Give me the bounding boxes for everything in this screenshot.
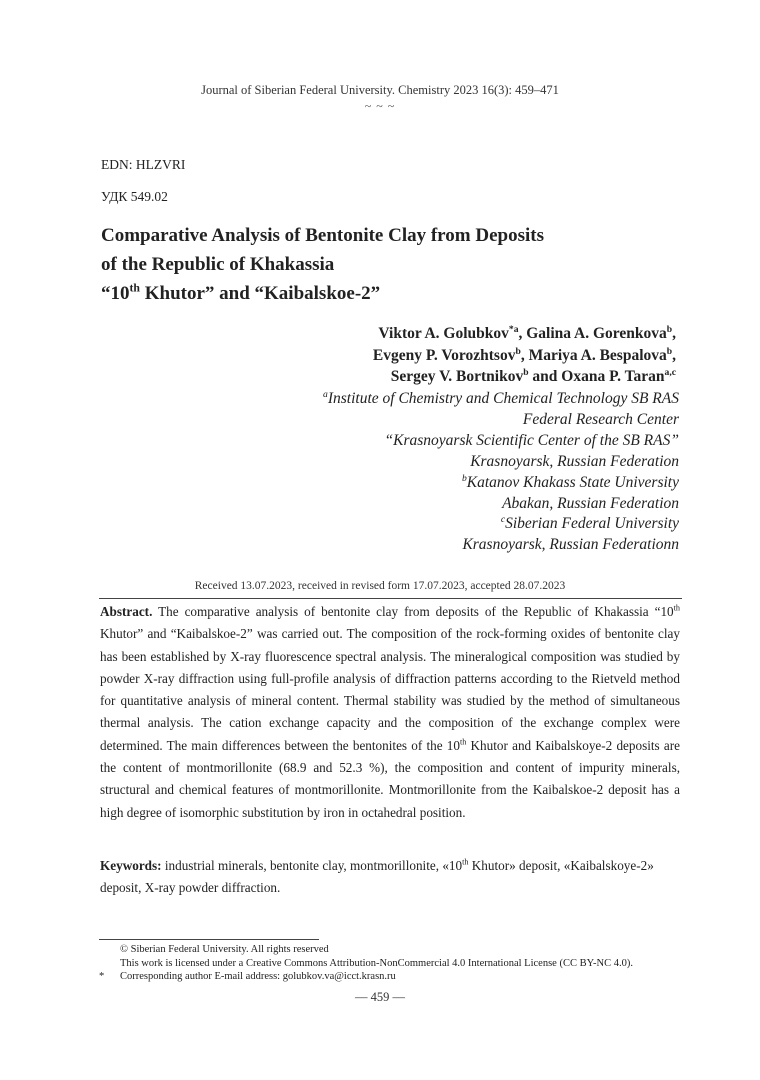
title-line-2: of the Republic of Khakassia <box>101 254 335 275</box>
title-line-3: “10th Khutor” and “Kaibalskoe-2” <box>101 281 381 304</box>
copyright-note: © Siberian Federal University. All rights reserved <box>120 944 329 955</box>
affiliations: $^a$Institute of Chemistry and Chemical Technology SB RAS Federal Research Center “Krasnoyarsk Scientific Center of the SB RAS” Krasnoyarsk, Russian Federation $^b$Katanov Khakass State University Abakan, Russian Federation $^c$Siberian Federal University Krasnoyarsk, Russian Federationn <box>323 388 679 554</box>
author-golubkov: Viktor A. Golubkov <box>378 325 509 342</box>
udk-code: УДК 549.02 <box>101 189 168 204</box>
author-bespalova: Mariya A. Bespalova <box>528 346 667 364</box>
journal-header: Journal of Siberian Federal University. Chemistry 2023 16(3): 459–471 <box>201 83 559 97</box>
author-taran: Oxana P. Taran <box>561 368 665 385</box>
edn-code: EDN: HLZVRI <box>101 157 186 172</box>
affiliation-a: $^a$Institute of Chemistry and Chemical Technology SB RAS <box>323 388 679 407</box>
keywords-label: Keywords: <box>100 858 162 873</box>
affiliation-c: $^c$Siberian Federal University <box>500 514 679 533</box>
header-ornament: ~ ~ ~ <box>364 99 396 113</box>
abstract-divider <box>99 598 682 599</box>
author-line-2: Evgeny P. Vorozhtsov$^b$, Mariya A. Bespalova$^b$, <box>372 345 676 364</box>
received-dates: Received 13.07.2023, received in revised form 17.07.2023, accepted 28.07.2023 <box>194 580 566 592</box>
author-gorenkova: Galina A. Gorenkova <box>526 325 667 342</box>
author-vorozhtsov: Evgeny P. Vorozhtsov <box>372 346 516 364</box>
footnote-star: * <box>99 971 105 982</box>
affiliation-b: $^b$Katanov Khakass State University <box>461 472 679 491</box>
keywords: Keywords: industrial minerals, bentonite clay, montmorillonite, «10th Khutor» deposit, «Kaibalskoye-2» deposit, X-ray powder diffraction. <box>100 857 654 895</box>
abstract: Abstract. The comparative analysis of bentonite clay from deposits of the Republic of Khakassia “10th Khutor” and “Kaibalskoe-2” was carried out. The composition of the rock-forming oxides of bentonite clay has been established by X-ray fluorescence spectral analysis. The mineralogical composition was studied by powder X-ray diffraction using full-profile analysis of diffraction patterns according to the Rietveld method for quantitative analysis of mineral content. Thermal stability was studied by the method of simultaneous thermal analysis. The cation exchange capacity and the composition of the exchange complex were determined. The main differences between the bentonites of the 10th Khutor and Kaibalskoye-2 deposits are the content of montmorillonite (68.9 and 52.3 %), the composition and content of impurity minerals, structural and chemical features of montmorillonite. Montmorillonite from the Kaibalskoe-2 deposit has a high degree of isomorphic substitution by iron in octahedral position. <box>100 603 680 820</box>
author-list <box>373 323 676 388</box>
license-note: This work is licensed under a Creative Commons Attribution-NonCommercial 4.0 International License (CC BY-NC 4.0). <box>120 958 633 969</box>
article-title <box>101 221 661 308</box>
title-line-1: Comparative Analysis of Bentonite Clay from Deposits <box>101 225 544 246</box>
footnote-divider <box>99 939 319 940</box>
author-line-3: Sergey V. Bortnikov$^b$ and Oxana P. Taran$^{a,c}$ <box>390 366 676 385</box>
corresponding-author-note: Corresponding author E-mail address: golubkov.va@icct.krasn.ru <box>120 971 396 982</box>
author-line-1: Viktor A. Golubkov$^{*a}$, Galina A. Gorenkova$^b$, <box>378 323 676 342</box>
abstract-label: Abstract. <box>100 604 153 619</box>
author-bortnikov: Sergey V. Bortnikov <box>390 368 524 385</box>
page-number: — 459 — <box>355 990 405 1004</box>
